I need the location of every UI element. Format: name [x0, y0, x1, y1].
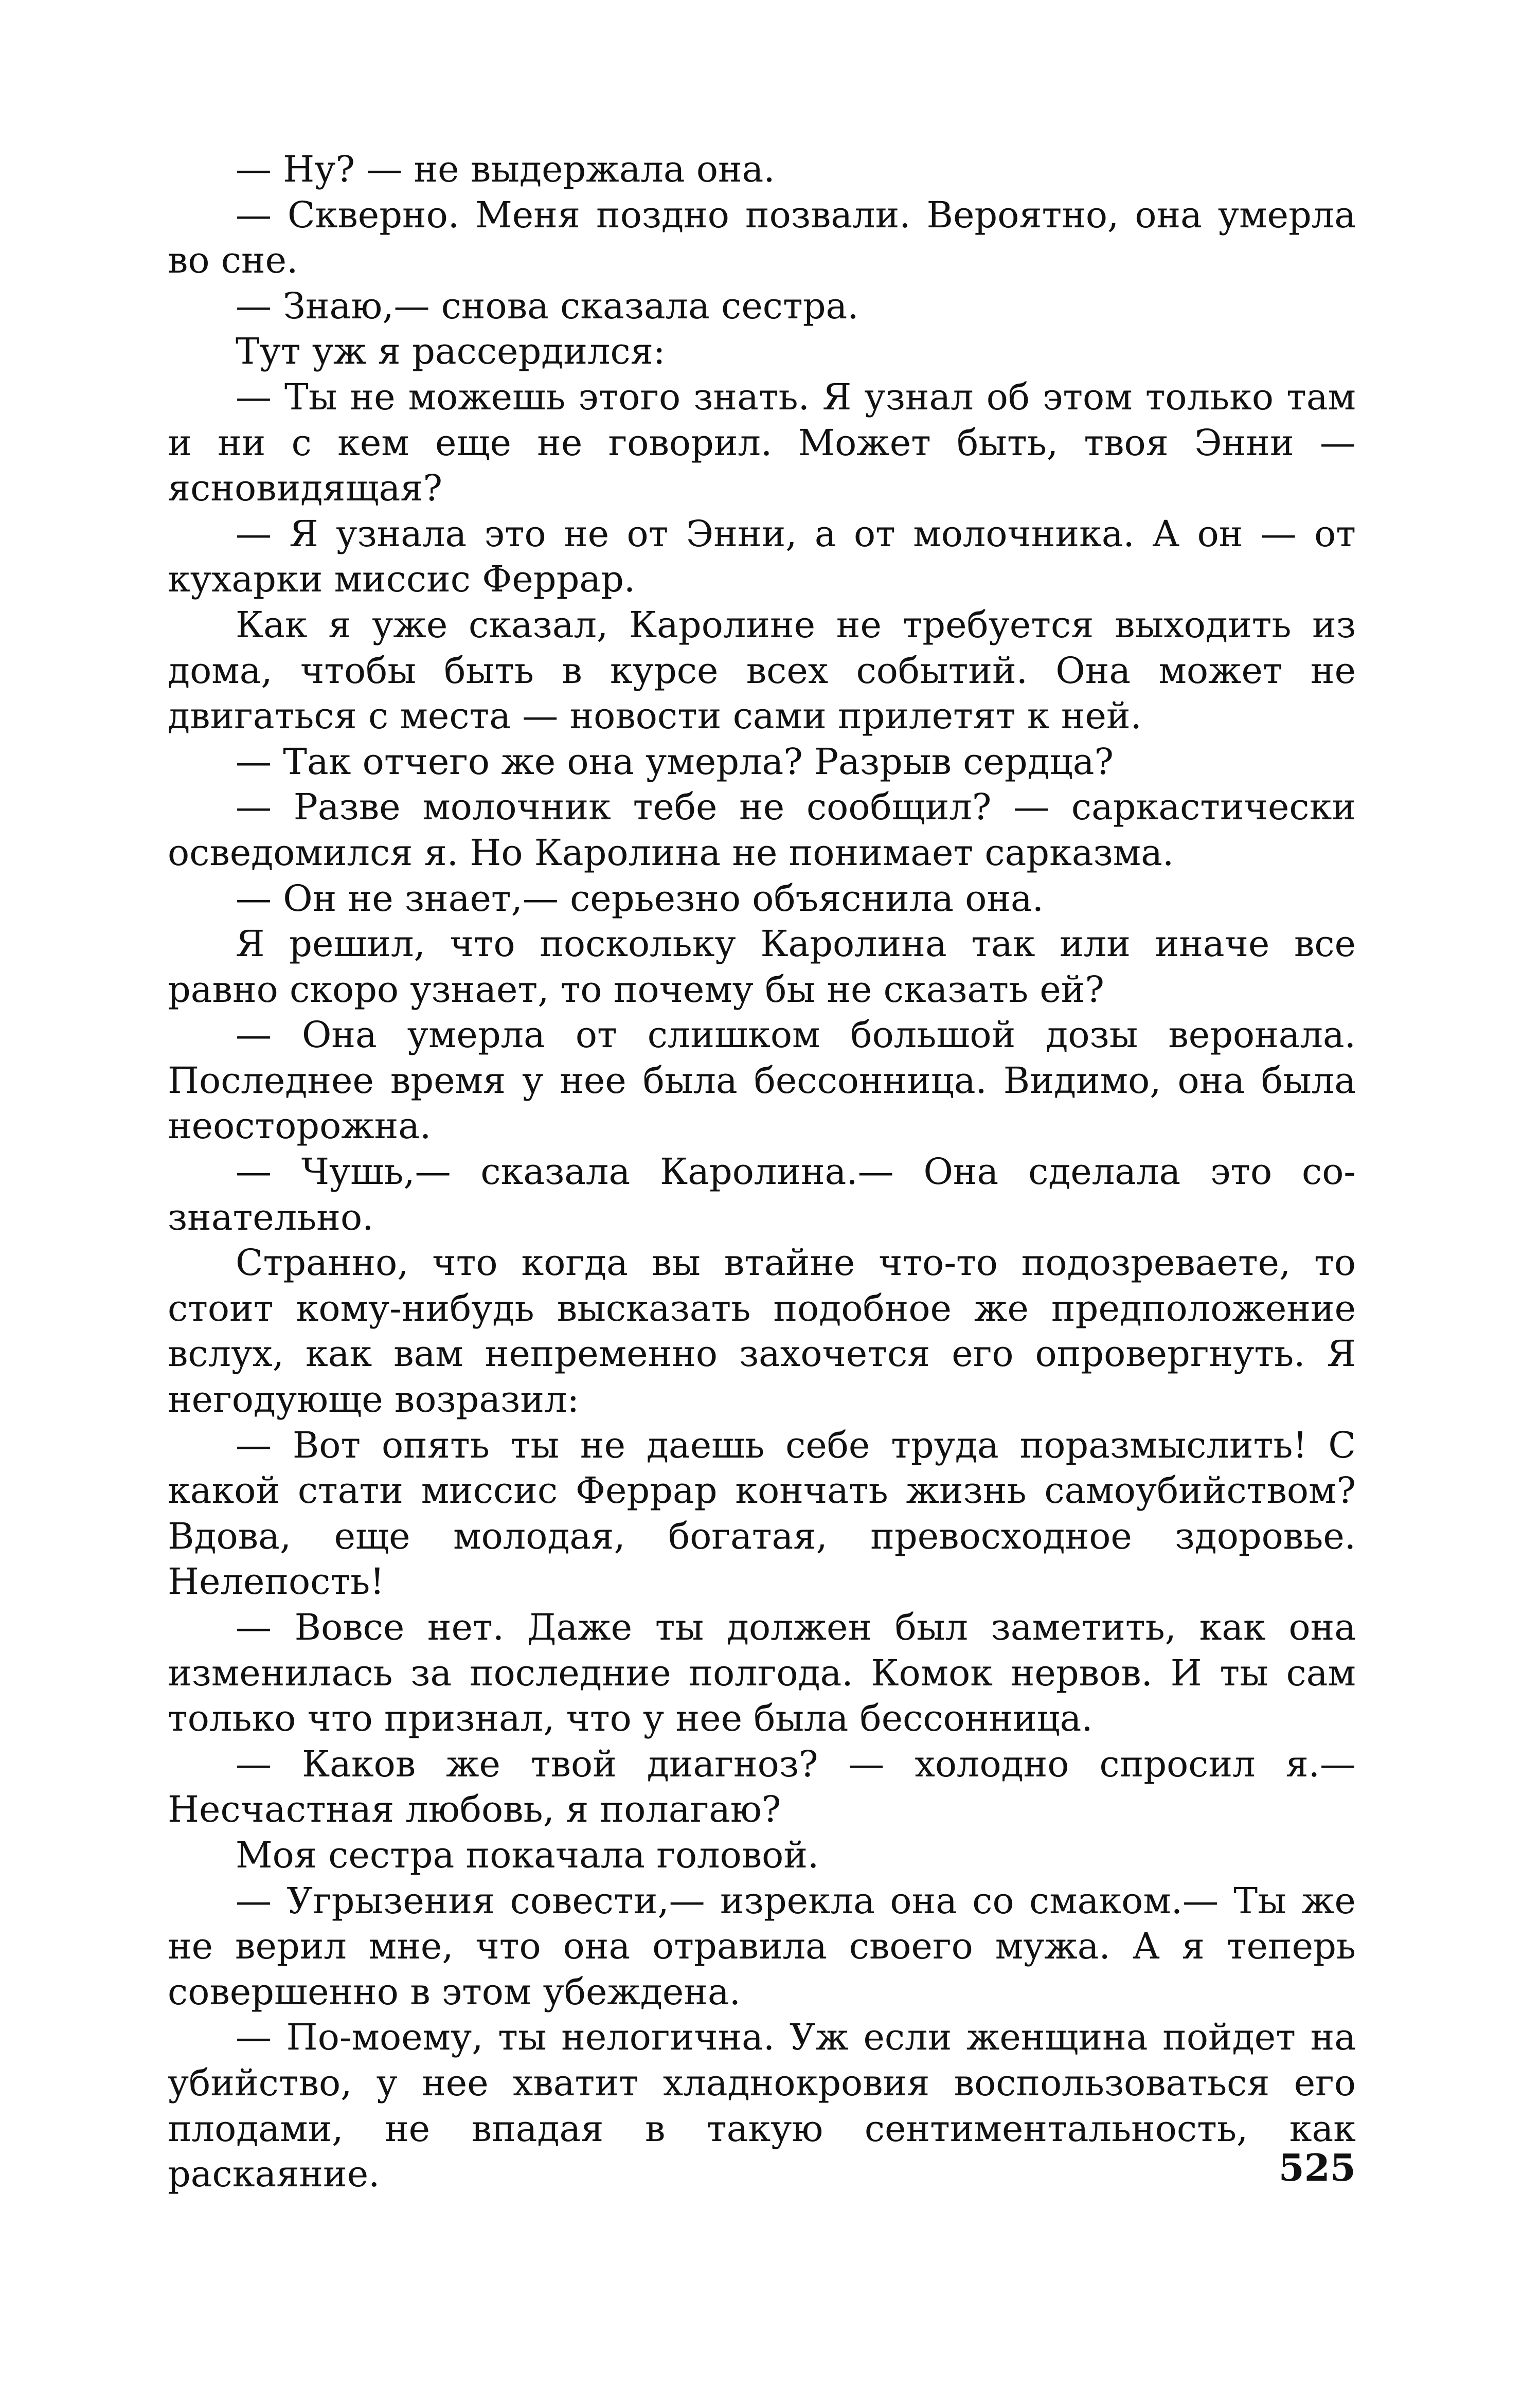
- paragraph: Я решил, что поскольку Каролина так или иначе все равно скоро узнает, то почему бы не сказать ей?: [168, 923, 1356, 1011]
- paragraph: — Разве молочник тебе не сообщил? — саркастически осведомился я. Но Каролина не понимает сарказма.: [168, 786, 1356, 874]
- paragraph: — Ты не можешь этого знать. Я узнал об этом только там и ни с кем еще не говорил. Может быть, твоя Энни — ясновидящая?: [168, 375, 1356, 510]
- paragraph: — Каков же твой диагноз? — холодно спросил я.— Несчастная любовь, я полагаю?: [168, 1742, 1356, 1831]
- paragraph: Моя сестра покачала головой.: [236, 1834, 819, 1876]
- body-text: [168, 147, 1356, 2197]
- paragraph: — Знаю,— снова сказала сестра.: [236, 284, 859, 327]
- paragraph: Странно, что когда вы втайне что-то подозреваете, то стоит кому-нибудь высказать подобное же предположение вслух, как вам непременно захочется его опровергнуть. Я негодующе возразил:: [168, 1242, 1356, 1421]
- paragraph: — Вот опять ты не даешь себе труда поразмыслить! С какой стати миссис Феррар кончать жизнь самоубийством? Вдова, еще молодая, богатая, превосходное здоровье. Нелепость!: [168, 1424, 1356, 1603]
- paragraph: Тут уж я рассердился:: [236, 330, 666, 373]
- paragraph: — Он не знает,— серьезно объяснила она.: [236, 877, 1044, 920]
- page-number: 525: [1278, 2146, 1356, 2189]
- paragraph: — Скверно. Меня поздно позвали. Вероятно, она умерла во сне.: [168, 193, 1356, 282]
- paragraph: — Ну? — не выдержала она.: [236, 148, 775, 190]
- paragraph: — Угрызения совести,— изрекла она со смаком.— Ты же не верил мне, что она отравила своего мужа. А я теперь совершенно в этом убеждена.: [168, 1879, 1356, 2013]
- paragraph: — Так отчего же она умерла? Разрыв сердца?: [236, 740, 1114, 783]
- paragraph: — Чушь,— сказала Каролина.— Она сделала это сознательно.: [168, 1151, 1356, 1238]
- paragraph: Как я уже сказал, Каролине не требуется выходить из дома, чтобы быть в курсе всех событий. Она может не двигаться с места — новости сами прилетят к ней.: [168, 603, 1356, 738]
- paragraph: — Я узнала это не от Энни, а от молочника. А он — от кухарки миссис Феррар.: [168, 512, 1356, 601]
- paragraph: — По-моему, ты нелогична. Уж если женщина пойдет на убийство, у нее хватит хладнокровия воспользоваться его плодами, не впадая в такую сентиментальность, как раскаяние.: [168, 2016, 1356, 2196]
- paragraph: — Она умерла от слишком большой дозы веронала. Последнее время у нее была бессонница. Видимо, она была неосторожна.: [168, 1014, 1356, 1147]
- paragraph: — Вовсе нет. Даже ты должен был заметить, как она изменилась за последние полгода. Комок нервов. И ты сам только что признал, что у нее была бессонница.: [168, 1606, 1356, 1740]
